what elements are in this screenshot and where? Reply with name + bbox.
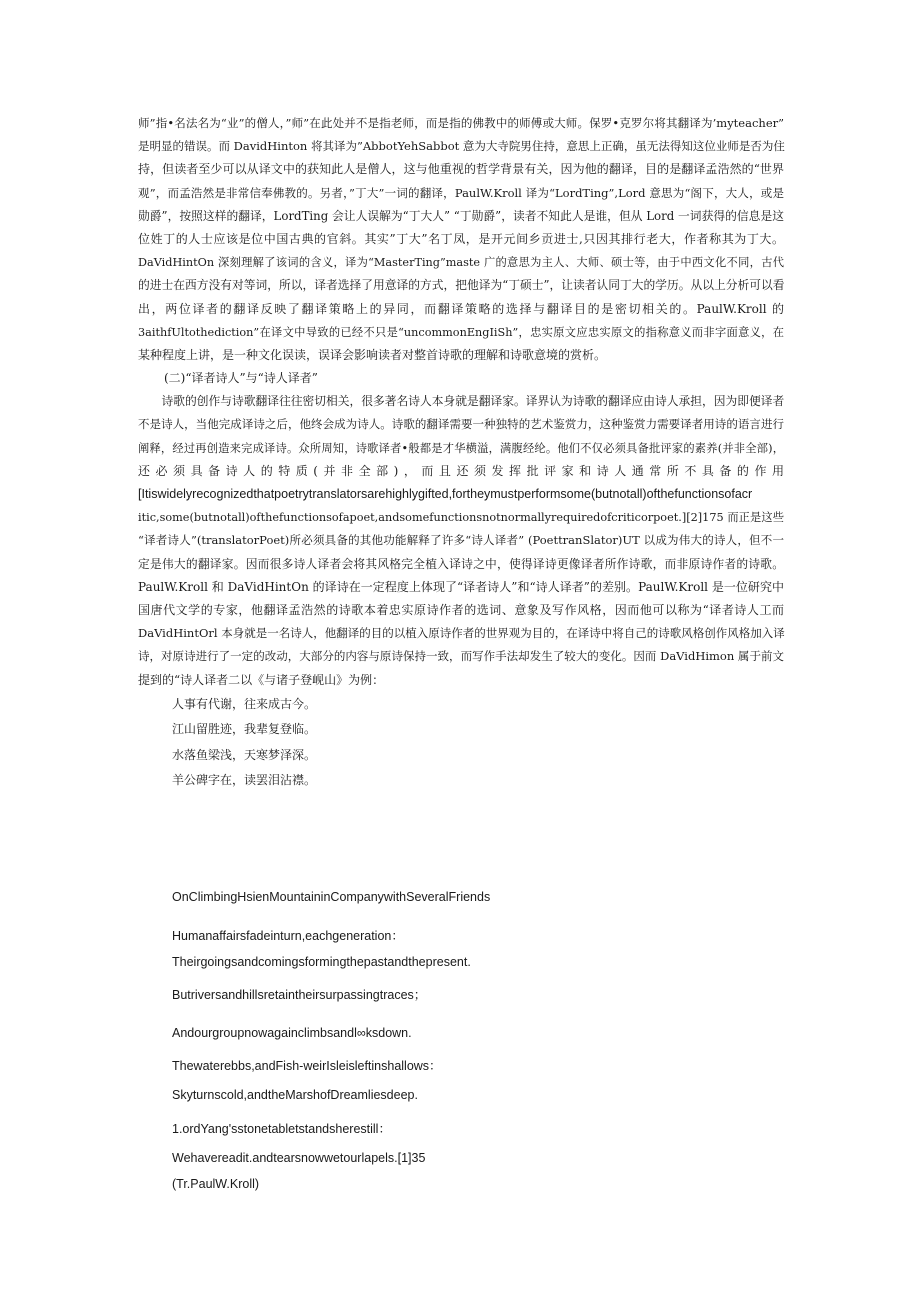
text-line: 出，两位译者的翻译反映了翻译策略上的异同，而翻译策略的选择与翻译目的是密切相关的。PaulW.Kroll 的 xyxy=(138,301,784,316)
text-line: 定是伟大的翻译家。因而很多诗人译者会将其风格完全植入译诗之中，使得译诗更像译者所作诗歌，而非原诗作者的诗歌。 xyxy=(138,556,784,571)
text-line: DaVidHintOrl 本身就是一名诗人，他翻译的目的以植入原诗作者的世界观为目的，在译诗中将自己的诗歌风格创作风格加入译 xyxy=(138,626,785,641)
poem-title: OnClimbingHsienMountaininCompanywithSeveralFriends xyxy=(172,890,491,904)
poem-line: 水落鱼梁浅，天寒梦泽深。 xyxy=(172,747,317,762)
paragraph-translation-analysis xyxy=(138,112,784,367)
text-line: 观”，而孟浩然是非常信奉佛教的。另者，”丁大”一词的翻译，PaulW.Kroll 译为“LordTing”,Lord 意思为“阁下，大人，或是 xyxy=(138,185,784,200)
poem-line: 江山留胜迹，我辈复登临。 xyxy=(172,722,317,737)
text-line: DaVidHintOn 深刻理解了该词的含义，译为“MasterTing”maste 广的意思为主人、大师、硕士等，由于中西文化不同，古代 xyxy=(138,256,784,270)
text-line: 国唐代文学的专家，他翻译孟浩然的诗歌本着忠实原诗作者的选词、意象及写作风格，因而他可以称为“译者诗人工而 xyxy=(138,603,784,618)
text-line: 勋爵”，按照这样的翻译，LordTing 会让人误解为“丁大人” “丁勋爵”，读者不知此人是谁，但从 Lord 一词获得的信息是这 xyxy=(138,208,784,223)
text-line: 师”指•名法名为“业”的僧人，”师”在此处并不是指老师，而是指的佛教中的师傅或大师。保罗•克罗尔将其翻译为’myteacher” xyxy=(138,116,784,130)
poem-line: 羊公碑字在，读罢泪沾襟。 xyxy=(172,773,317,788)
poem-translator-credit: (Tr.PaulW.Kroll) xyxy=(172,1177,260,1191)
text-line: 诗，对原诗进行了一定的改动，大部分的内容与原诗保持一致，而写作手法却发生了较大的变化。因而 DaVidHimon 属于前文 xyxy=(138,649,784,664)
text-line: 3aithfUltothediction”在译文中导致的已经不只是“uncommonEngIiSh”，忠实原文应忠实原文的指称意义而非字面意义，在 xyxy=(138,325,784,339)
text-line: 某种程度上讲，是一种文化误读，误译会影响读者对整首诗歌的理解和诗歌意境的赏析。 xyxy=(138,348,607,363)
text-line: itic,some(butnotall)ofthefunctionsofapoet,andsomefunctionsnotnormallyrequiredofcriticorpoet.][2]175 而正是这些 xyxy=(138,511,784,525)
text-line: 不是诗人，当他完成译诗之后，他终会成为诗人。诗歌的翻译需要一种独特的艺术鉴赏力，这种鉴赏力需要译者用诗的语言进行 xyxy=(138,417,784,432)
text-line: PaulW.Kroll 和 DaVidHintOn 的译诗在一定程度上体现了“译者诗人”和“诗人译者”的差别。PaulW.Kroll 是一位研究中 xyxy=(138,579,784,594)
text-line: 诗歌的创作与诗歌翻译往往密切相关，很多著名诗人本身就是翻译家。译界认为诗歌的翻译应由诗人承担，因为即便译者 xyxy=(138,394,785,409)
poem-line: Skyturnscold,andtheMarshofDreamliesdeep. xyxy=(172,1088,418,1102)
poem-line: Humanaffairsfadeinturn,eachgeneration： xyxy=(172,929,404,943)
text-line: 位姓丁的人士应该是位中国古典的官斜。其实”丁大”名丁凤，是开元间乡贡进士,只因其排行老大，作者称其为丁大。 xyxy=(138,232,784,247)
poem-line: Butriversandhillsretaintheirsurpassingtraces； xyxy=(172,988,427,1002)
text-line: [Itiswidelyrecognizedthatpoetrytranslatorsarehighlygifted,fortheymustperformsome(butnotall)ofthefunctionsofacr xyxy=(138,487,753,502)
poem-line: Thewaterebbs,andFish-weirIsleisleftinshallows： xyxy=(172,1059,442,1073)
poem-line: Andourgroupnowagainclimbsandl∞ksdown. xyxy=(172,1026,412,1040)
paragraph-poet-translator xyxy=(138,390,784,692)
poem-line: Theirgoingsandcomingsformingthepastandthepresent. xyxy=(172,955,471,969)
chinese-poem xyxy=(138,692,784,794)
document-page xyxy=(138,112,784,794)
text-line: 持，但读者至少可以从译文中的获知此人是僧人，这与他重视的哲学背景有关，因为他的翻译，目的是翻译孟浩然的“世界 xyxy=(138,162,784,177)
text-line: 还必须具备诗人的特质(并非全部)，而且还须发挥批评家和诗人通常所不具备的作用 xyxy=(138,463,784,478)
text-line: “译者诗人”(translatorPoet)所必须具备的其他功能解释了许多“诗人译者” (PoettranSlator)UT 以成为伟大的诗人，但不一 xyxy=(138,533,784,548)
poem-line: 人事有代谢，往来成古今。 xyxy=(172,696,317,711)
poem-line: Wehavereadit.andtearsnowwetourlapels.[1]35 xyxy=(172,1151,426,1165)
text-line: 提到的“诗人译者二以《与诸子登岘山》为例： xyxy=(138,672,385,687)
text-line: 阐释，经过再创造来完成译诗。众所周知，诗歌译者•般都是才华横溢，满腹经纶。他们不仅必须具备批评家的素养(并非全部)， xyxy=(138,441,784,455)
poem-line: 1.ordYang'sstonetabletstandsherestill： xyxy=(172,1122,391,1136)
section-heading: (二)“译者诗人”与“诗人译者” xyxy=(164,371,318,386)
text-line: 的进士在西方没有对等词，所以，译者选择了用意译的方式，把他译为“丁硕士”，让读者认同丁大的学历。从以上分析可以看 xyxy=(138,278,785,293)
text-line: 是明显的错误。而 DavidHinton 将其译为”AbbotYehSabbot 意为大寺院男住持，意思上正确，虽无法得知这位业师是否为住 xyxy=(138,139,785,154)
